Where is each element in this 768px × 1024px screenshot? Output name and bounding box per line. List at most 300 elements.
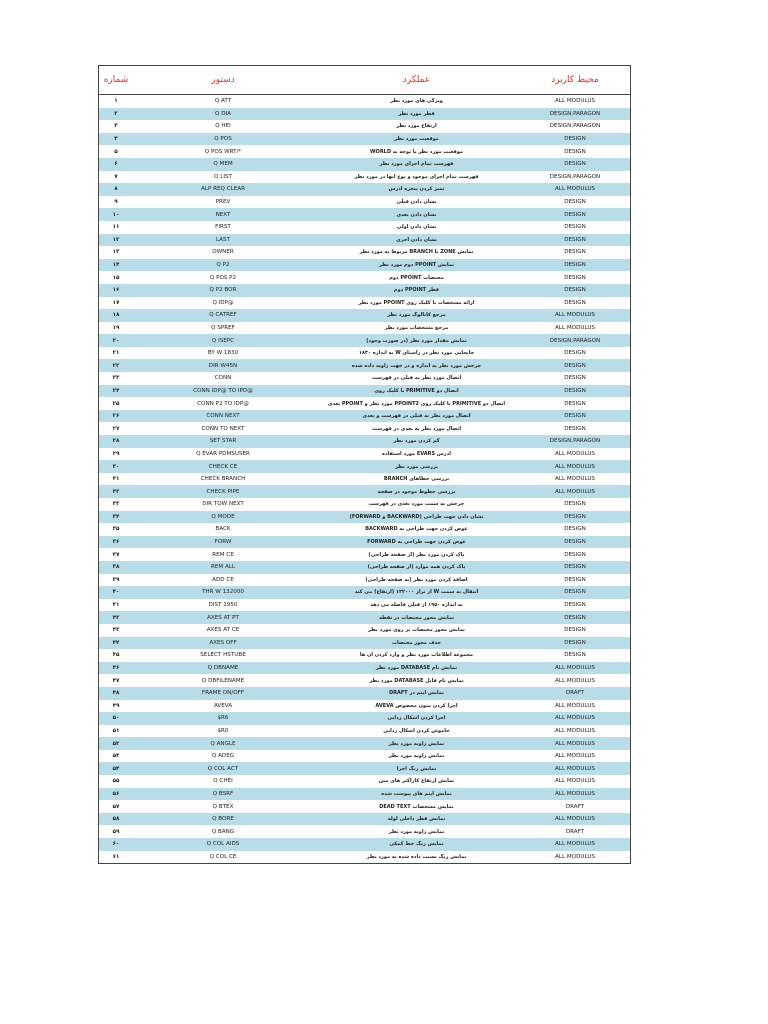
row-environment: ALL MODULUS xyxy=(555,702,595,709)
row-environment: DESIGN xyxy=(564,413,586,420)
row-function: اضافه کردن مورد نظر (به صفحه طراحی) xyxy=(365,576,468,583)
table-row xyxy=(99,259,630,272)
row-function: نمایش آیتم های پیوست شده xyxy=(381,790,452,797)
row-function: نشان دادن جهت طراحی (BACKWARD و FORWARD) xyxy=(349,513,484,520)
row-function: جابجایی مورد نظر در راستای W به اندازه ۱۸۳۰ xyxy=(358,350,475,357)
row-number: ۱۷ xyxy=(112,299,120,306)
row-function: اتصال مورد نظر به قبلی در فهرست و بعدی xyxy=(362,413,471,420)
table-row xyxy=(99,422,630,435)
row-environment: DESIGN xyxy=(564,375,586,382)
row-command: Q POS WRT/* xyxy=(204,148,242,155)
row-number: ۱۲ xyxy=(112,236,120,243)
row-environment: DESIGN xyxy=(564,513,586,520)
table-row xyxy=(99,246,630,259)
table-row xyxy=(99,435,630,448)
row-command: BACK xyxy=(215,526,231,533)
row-number: ۳۷ xyxy=(112,551,120,558)
row-environment: DESIGN xyxy=(564,627,586,634)
table-row xyxy=(99,775,630,788)
row-function: ارتفاع مورد نظر xyxy=(396,123,437,130)
row-command: FRAME ON/OFF xyxy=(201,690,245,697)
table-row xyxy=(99,825,630,838)
row-number: ۱۱ xyxy=(112,224,120,231)
row-number: ۵۱ xyxy=(112,727,120,734)
row-function: نمایش ارتفاع کاراکتر های متن xyxy=(378,778,455,785)
row-environment: DESIGN xyxy=(564,211,586,218)
row-command: Q ATT xyxy=(214,98,232,105)
row-environment: ALL MODULUS xyxy=(555,324,595,331)
row-command: Q EVAR PDMSUSER xyxy=(196,450,250,457)
row-command: Q BORE xyxy=(212,816,234,823)
row-number: ۱۳ xyxy=(112,249,120,256)
row-function: ویژگی های مورد نظر xyxy=(390,98,443,105)
row-function: نمایش قطر داخلی لوله xyxy=(387,816,446,823)
row-number: ۵ xyxy=(114,148,118,155)
row-environment: DESIGN xyxy=(564,589,586,596)
row-environment: DESIGN,PARAGON xyxy=(549,110,601,117)
row-number: ۲۰ xyxy=(112,337,120,344)
row-function: اتصال دو PRIMITIVE با کلیک روی PPOINT2 مورد نظر و PPOINT بعدی xyxy=(327,400,506,407)
row-command: SELECT HSTUBE xyxy=(200,652,246,659)
table-row xyxy=(99,385,630,398)
row-command: BY W 1830 xyxy=(207,350,239,357)
row-function: نشان دادن بعدی xyxy=(396,211,437,218)
row-command: PREV xyxy=(215,199,231,206)
table-row xyxy=(99,221,630,234)
row-function: پاک کردن همه موارد (از صفحه طراحی) xyxy=(367,564,466,571)
row-number: ۵۴ xyxy=(112,765,120,772)
table-row xyxy=(99,309,630,322)
header-command: دستور xyxy=(211,75,235,85)
row-environment: DESIGN xyxy=(564,287,586,294)
table-row xyxy=(99,712,630,725)
row-command: Q POS xyxy=(214,136,232,143)
row-command: REM ALL xyxy=(210,564,236,571)
row-function: موقعیت مورد نظر xyxy=(394,136,439,143)
row-function: به اندازه ۱۹۵۰ از قبلی فاصله می دهد xyxy=(370,602,463,609)
row-environment: DESIGN xyxy=(564,614,586,621)
row-number: ۲۷ xyxy=(112,425,120,432)
table-row xyxy=(99,196,630,209)
row-number: ۲۸ xyxy=(112,438,120,445)
row-command: Q SPREF xyxy=(211,324,235,331)
row-command: FORW xyxy=(214,539,232,546)
row-command: Q DBNAME xyxy=(207,665,239,672)
row-number: ۱۵ xyxy=(112,274,120,281)
row-number: ۱۶ xyxy=(112,287,120,294)
row-environment: DESIGN xyxy=(564,652,586,659)
table-row xyxy=(99,611,630,624)
table-row xyxy=(99,448,630,461)
row-environment: DESIGN,PARAGON xyxy=(549,123,601,130)
table-row xyxy=(99,762,630,775)
row-command: FIRST xyxy=(215,224,231,231)
row-command: NEXT xyxy=(215,211,231,218)
row-function: پاک کردن مورد نظر (از صفحه طراحی) xyxy=(368,551,465,558)
row-function: فهرست تمام اجزای موجود و نوع آنها در مورد نظر xyxy=(354,173,479,180)
row-number: ۹ xyxy=(114,199,118,206)
row-function: نشان دادن قبلی xyxy=(396,199,437,206)
row-number: ۳۹ xyxy=(112,576,120,583)
row-environment: ALL MODULUS xyxy=(555,740,595,747)
row-number: ۳۸ xyxy=(112,564,120,571)
table-row xyxy=(99,662,630,675)
row-environment: DESIGN xyxy=(564,299,586,306)
row-command: Q MEM xyxy=(213,161,233,168)
table-row xyxy=(99,599,630,612)
row-number: ۴۴ xyxy=(112,639,120,646)
header-number: شماره xyxy=(103,75,129,85)
row-environment: DESIGN xyxy=(564,526,586,533)
table-row xyxy=(99,372,630,385)
row-number: ۷ xyxy=(114,173,118,180)
row-environment: DESIGN xyxy=(564,236,586,243)
row-environment: DESIGN xyxy=(564,387,586,394)
row-environment: DESIGN xyxy=(564,501,586,508)
row-environment: ALL MODULUS xyxy=(555,765,595,772)
row-command: Q ANGLE xyxy=(210,740,236,747)
row-command: CONN xyxy=(214,375,232,382)
table-row xyxy=(99,397,630,410)
table-row xyxy=(99,234,630,247)
row-number: ۵۷ xyxy=(112,803,120,810)
row-number: ۶ xyxy=(114,161,118,168)
row-function: عوض کردن جهت طراحی به FORWARD xyxy=(367,539,466,546)
header-function: عملکرد xyxy=(402,75,431,85)
row-function: اجرا کردن اشکال زدایی xyxy=(387,715,446,722)
row-function: مرجع کاتالوگ مورد نظر xyxy=(387,312,446,319)
table-row xyxy=(99,347,630,360)
row-function: نمایش زاویه مورد نظر xyxy=(388,828,445,835)
row-number: ۳۶ xyxy=(112,539,120,546)
table-row xyxy=(99,700,630,713)
row-function: نمایش رنگ اجرا xyxy=(396,765,437,772)
row-command: Q POS P2 xyxy=(209,274,237,281)
row-number: ۴۰ xyxy=(112,589,120,596)
table-row xyxy=(99,208,630,221)
row-environment: DESIGN xyxy=(564,400,586,407)
row-function: فهرست تمام اجزای مورد نظر xyxy=(379,161,454,168)
table-row xyxy=(99,561,630,574)
row-number: ۲۲ xyxy=(112,362,120,369)
row-number: ۲۵ xyxy=(112,400,120,407)
row-environment: ALL MODULUS xyxy=(555,186,595,193)
row-function: حذف محور مختصات xyxy=(391,639,442,646)
command-table xyxy=(98,65,631,864)
row-function: مرجع مشخصات مورد نظر xyxy=(384,324,449,331)
table-body xyxy=(99,95,630,863)
row-command: $R6 xyxy=(217,715,229,722)
row-environment: DRAFT xyxy=(565,690,585,697)
row-function: مختصات PPOINT دوم xyxy=(389,274,444,281)
row-function: ارائه مشخصات با کلیک روی PPOINT مورد نظر xyxy=(358,299,475,306)
row-environment: ALL MODULUS xyxy=(555,727,595,734)
row-number: ۳ xyxy=(114,123,118,130)
row-function: نمایش محور مختصات بر روی مورد نظر xyxy=(368,627,465,634)
row-number: ۵۹ xyxy=(112,828,120,835)
row-function: نشان دادن آخری xyxy=(396,236,437,243)
row-function: بررسی مورد نظر xyxy=(395,463,438,470)
row-number: ۴۳ xyxy=(112,627,120,634)
row-number: ۲۹ xyxy=(112,450,120,457)
row-number: ۶۰ xyxy=(112,841,120,848)
row-environment: ALL MODULUS xyxy=(555,450,595,457)
row-command: Q ADEG xyxy=(211,753,235,760)
row-command: Q BSRF xyxy=(212,790,234,797)
row-number: ۳۱ xyxy=(112,476,120,483)
table-row xyxy=(99,322,630,335)
row-command: Q DBFILENAME xyxy=(201,677,245,684)
row-function: نمایش PPOINT دوم مورد نظر xyxy=(379,262,454,269)
row-number: ۴۷ xyxy=(112,677,120,684)
row-environment: DESIGN xyxy=(564,199,586,206)
row-number: ۲ xyxy=(114,110,118,117)
row-command: AXES AT PT xyxy=(207,614,239,621)
row-environment: DESIGN xyxy=(564,564,586,571)
row-command: CONN IDP@ TO IPD@ xyxy=(193,387,253,394)
row-number: ۵۳ xyxy=(112,753,120,760)
row-environment: ALL MODULUS xyxy=(555,778,595,785)
row-environment: DESIGN xyxy=(564,249,586,256)
row-environment: DESIGN xyxy=(564,161,586,168)
row-command: AXES AT CE xyxy=(206,627,240,634)
row-number: ۲۳ xyxy=(112,375,120,382)
row-environment: DRAFT xyxy=(565,828,585,835)
table-row xyxy=(99,674,630,687)
row-environment: ALL MODULUS xyxy=(555,312,595,319)
row-function: نمایش مشخصات DEAD TEXT xyxy=(379,803,454,810)
row-number: ۱۴ xyxy=(112,262,120,269)
row-number: ۱ xyxy=(114,98,118,105)
row-environment: ALL MODULUS xyxy=(555,853,595,860)
row-command: DIR TOW NEXT xyxy=(202,501,244,508)
row-environment: DESIGN xyxy=(564,350,586,357)
row-environment: DESIGN xyxy=(564,148,586,155)
row-function: نمایش رنگ نسبت داده شده به مورد نظر xyxy=(366,853,467,860)
row-function: اجرا کردن متون مخصوص AVEVA xyxy=(375,702,458,709)
row-function: نمایش نام فایل DATABASE مورد نظر xyxy=(369,677,464,684)
row-number: ۳۲ xyxy=(112,488,120,495)
table-row xyxy=(99,750,630,763)
row-number: ۵۰ xyxy=(112,715,120,722)
row-number: ۴۹ xyxy=(112,702,120,709)
row-function: آدرس EVARS مورد استفاده xyxy=(382,450,451,457)
row-number: ۳۴ xyxy=(112,513,120,520)
row-command: CONN P2 TO IDP@ xyxy=(197,400,249,407)
row-function: اتصال دو PRIMITIVE با کلیک روی xyxy=(374,387,459,394)
row-environment: ALL MODULUS xyxy=(555,790,595,797)
row-function: نمایش ZONE یا BRANCH مربوط به مورد نظر xyxy=(359,249,474,256)
row-command: $R0 xyxy=(217,727,229,734)
row-environment: ALL MODULUS xyxy=(555,488,595,495)
row-environment: DRAFT xyxy=(565,803,585,810)
row-command: ADD CE xyxy=(212,576,234,583)
table-row xyxy=(99,95,630,108)
row-function: اتصال مورد نظر به بعدی در فهرست xyxy=(371,425,462,432)
row-command: Q HEI xyxy=(215,123,231,130)
row-command: CHECK PIPE xyxy=(206,488,240,495)
table-row xyxy=(99,536,630,549)
table-row xyxy=(99,649,630,662)
table-row xyxy=(99,145,630,158)
row-number: ۱۹ xyxy=(112,324,120,331)
row-function: تمیز کردن پنجره آدرس xyxy=(388,186,445,193)
row-number: ۳۵ xyxy=(112,526,120,533)
row-function: نمایش مقدار مورد نظر (در صورت وجود) xyxy=(366,337,467,344)
row-command: AXES OFF xyxy=(209,639,237,646)
row-function: اتصال مورد نظر به قبلی در فهرست xyxy=(371,375,462,382)
row-function: نمایش زاویه مورد نظر xyxy=(388,740,445,747)
row-number: ۸ xyxy=(114,186,118,193)
row-command: CONN TO NEXT xyxy=(201,425,245,432)
table-row xyxy=(99,171,630,184)
row-function: خاموش کردن اشکال زدایی xyxy=(383,727,450,734)
row-command: DIST 1950 xyxy=(208,602,238,609)
row-number: ۳۳ xyxy=(112,501,120,508)
row-number: ۲۴ xyxy=(112,387,120,394)
row-environment: ALL MODULUS xyxy=(555,476,595,483)
row-command: Q P2 BOR xyxy=(209,287,237,294)
table-row xyxy=(99,158,630,171)
row-command: CONN NEXT xyxy=(206,413,240,420)
row-environment: ALL MODULUS xyxy=(555,677,595,684)
row-command: DIR W45N xyxy=(208,362,238,369)
row-number: ۵۵ xyxy=(112,778,120,785)
row-environment: DESIGN xyxy=(564,362,586,369)
row-number: ۴۲ xyxy=(112,614,120,621)
table-row xyxy=(99,120,630,133)
row-command: Q COL CE xyxy=(209,853,237,860)
table-row xyxy=(99,498,630,511)
table-row xyxy=(99,359,630,372)
row-environment: DESIGN xyxy=(564,576,586,583)
row-number: ۱۸ xyxy=(112,312,120,319)
row-function: نمایش رنگ خط کمکی xyxy=(389,841,444,848)
row-environment: ALL MODULUS xyxy=(555,715,595,722)
row-environment: DESIGN,PARAGON xyxy=(549,173,601,180)
row-environment: ALL MODULUS xyxy=(555,816,595,823)
row-command: Q BTEX xyxy=(212,803,234,810)
row-environment: DESIGN xyxy=(564,136,586,143)
table-row xyxy=(99,737,630,750)
row-function: انتقال به سمت W از تراز ۱۳۲۰۰۰ (ارتفاع) می کند xyxy=(354,589,479,596)
row-function: بررسی خطاهای BRANCH xyxy=(383,476,450,483)
row-function: چرخش به سمت مورد بعدی در فهرست xyxy=(368,501,465,508)
row-function: مجموعه اطلاعات مورد نظر و وارد کردن آن ها xyxy=(359,652,474,659)
row-environment: DESIGN xyxy=(564,539,586,546)
row-number: ۵۸ xyxy=(112,816,120,823)
row-command: SET STAR xyxy=(209,438,237,445)
row-environment: DESIGN xyxy=(564,224,586,231)
row-function: نمایش آیتم در DRAFT xyxy=(389,690,444,697)
row-environment: DESIGN,PARAGON xyxy=(549,438,601,445)
row-function: گم کردن مورد نظر xyxy=(393,438,440,445)
row-number: ۱۰ xyxy=(112,211,120,218)
row-function: قطر PPOINT دوم xyxy=(393,287,440,294)
row-environment: ALL MODULUS xyxy=(555,665,595,672)
row-command: Q CHEI xyxy=(213,778,233,785)
row-function: نمایش زاویه مورد نظر xyxy=(388,753,445,760)
row-environment: DESIGN xyxy=(564,551,586,558)
row-function: چرخش مورد نظر به اندازه و در جهت زاویه داده شده xyxy=(351,362,482,369)
table-row xyxy=(99,485,630,498)
row-function: نشان دادن اولی xyxy=(396,224,437,231)
row-number: ۴ xyxy=(114,136,118,143)
table-row xyxy=(99,624,630,637)
table-row xyxy=(99,511,630,524)
table-row xyxy=(99,788,630,801)
row-environment: DESIGN,PARAGON xyxy=(549,337,601,344)
row-command: CHECK CE xyxy=(208,463,238,470)
row-number: ۶۱ xyxy=(112,853,120,860)
table-row xyxy=(99,410,630,423)
row-number: ۵۶ xyxy=(112,790,120,797)
table-row xyxy=(99,183,630,196)
table-row xyxy=(99,725,630,738)
table-row xyxy=(99,473,630,486)
row-function: قطر مورد نظر xyxy=(398,110,435,117)
row-environment: DESIGN xyxy=(564,274,586,281)
row-command: REM CE xyxy=(212,551,234,558)
row-environment: ALL MODULUS xyxy=(555,841,595,848)
row-number: ۴۶ xyxy=(112,665,120,672)
row-environment: ALL MODULUS xyxy=(555,753,595,760)
table-row xyxy=(99,297,630,310)
row-command: LAST xyxy=(215,236,231,243)
table-row xyxy=(99,687,630,700)
table-row xyxy=(99,548,630,561)
row-command: AVEVA xyxy=(213,702,233,709)
row-function: نمایش نام DATABASE مورد نظر xyxy=(375,665,458,672)
row-command: THR W 132000 xyxy=(202,589,244,596)
row-function: موقعیت مورد نظر با توجه به WORLD xyxy=(370,148,463,155)
row-number: ۳۰ xyxy=(112,463,120,470)
row-command: Q MODE xyxy=(211,513,235,520)
row-command: Q LIST xyxy=(214,173,232,180)
table-row xyxy=(99,284,630,297)
row-number: ۴۱ xyxy=(112,602,120,609)
table-row xyxy=(99,574,630,587)
row-command: Q CATREF xyxy=(209,312,237,319)
row-command: OWNER xyxy=(212,249,234,256)
row-environment: DESIGN xyxy=(564,425,586,432)
row-command: Q COL AIDS xyxy=(206,841,240,848)
row-number: ۴۵ xyxy=(112,652,120,659)
row-command: ALP REQ CLEAR xyxy=(201,186,245,193)
row-environment: DESIGN xyxy=(564,602,586,609)
row-command: Q DIA xyxy=(215,110,231,117)
row-number: ۲۶ xyxy=(112,413,120,420)
row-environment: ALL MODULUS xyxy=(555,463,595,470)
row-number: ۴۸ xyxy=(112,690,120,697)
row-command: Q ISEPC xyxy=(211,337,235,344)
row-function: نمایش محور مختصات در نقطه xyxy=(378,614,455,621)
table-row xyxy=(99,523,630,536)
header-environment: محیط کاربرد xyxy=(551,75,599,85)
row-environment: ALL MODULUS xyxy=(555,98,595,105)
table-row xyxy=(99,460,630,473)
table-header xyxy=(99,65,630,95)
table-row xyxy=(99,800,630,813)
table-row xyxy=(99,851,630,864)
row-environment: DESIGN xyxy=(564,262,586,269)
row-environment: DESIGN xyxy=(564,639,586,646)
row-command: Q IDP@ xyxy=(212,299,234,306)
row-number: ۲۱ xyxy=(112,350,120,357)
table-row xyxy=(99,108,630,121)
row-command: CHECK BRANCH xyxy=(200,476,246,483)
table-row xyxy=(99,586,630,599)
